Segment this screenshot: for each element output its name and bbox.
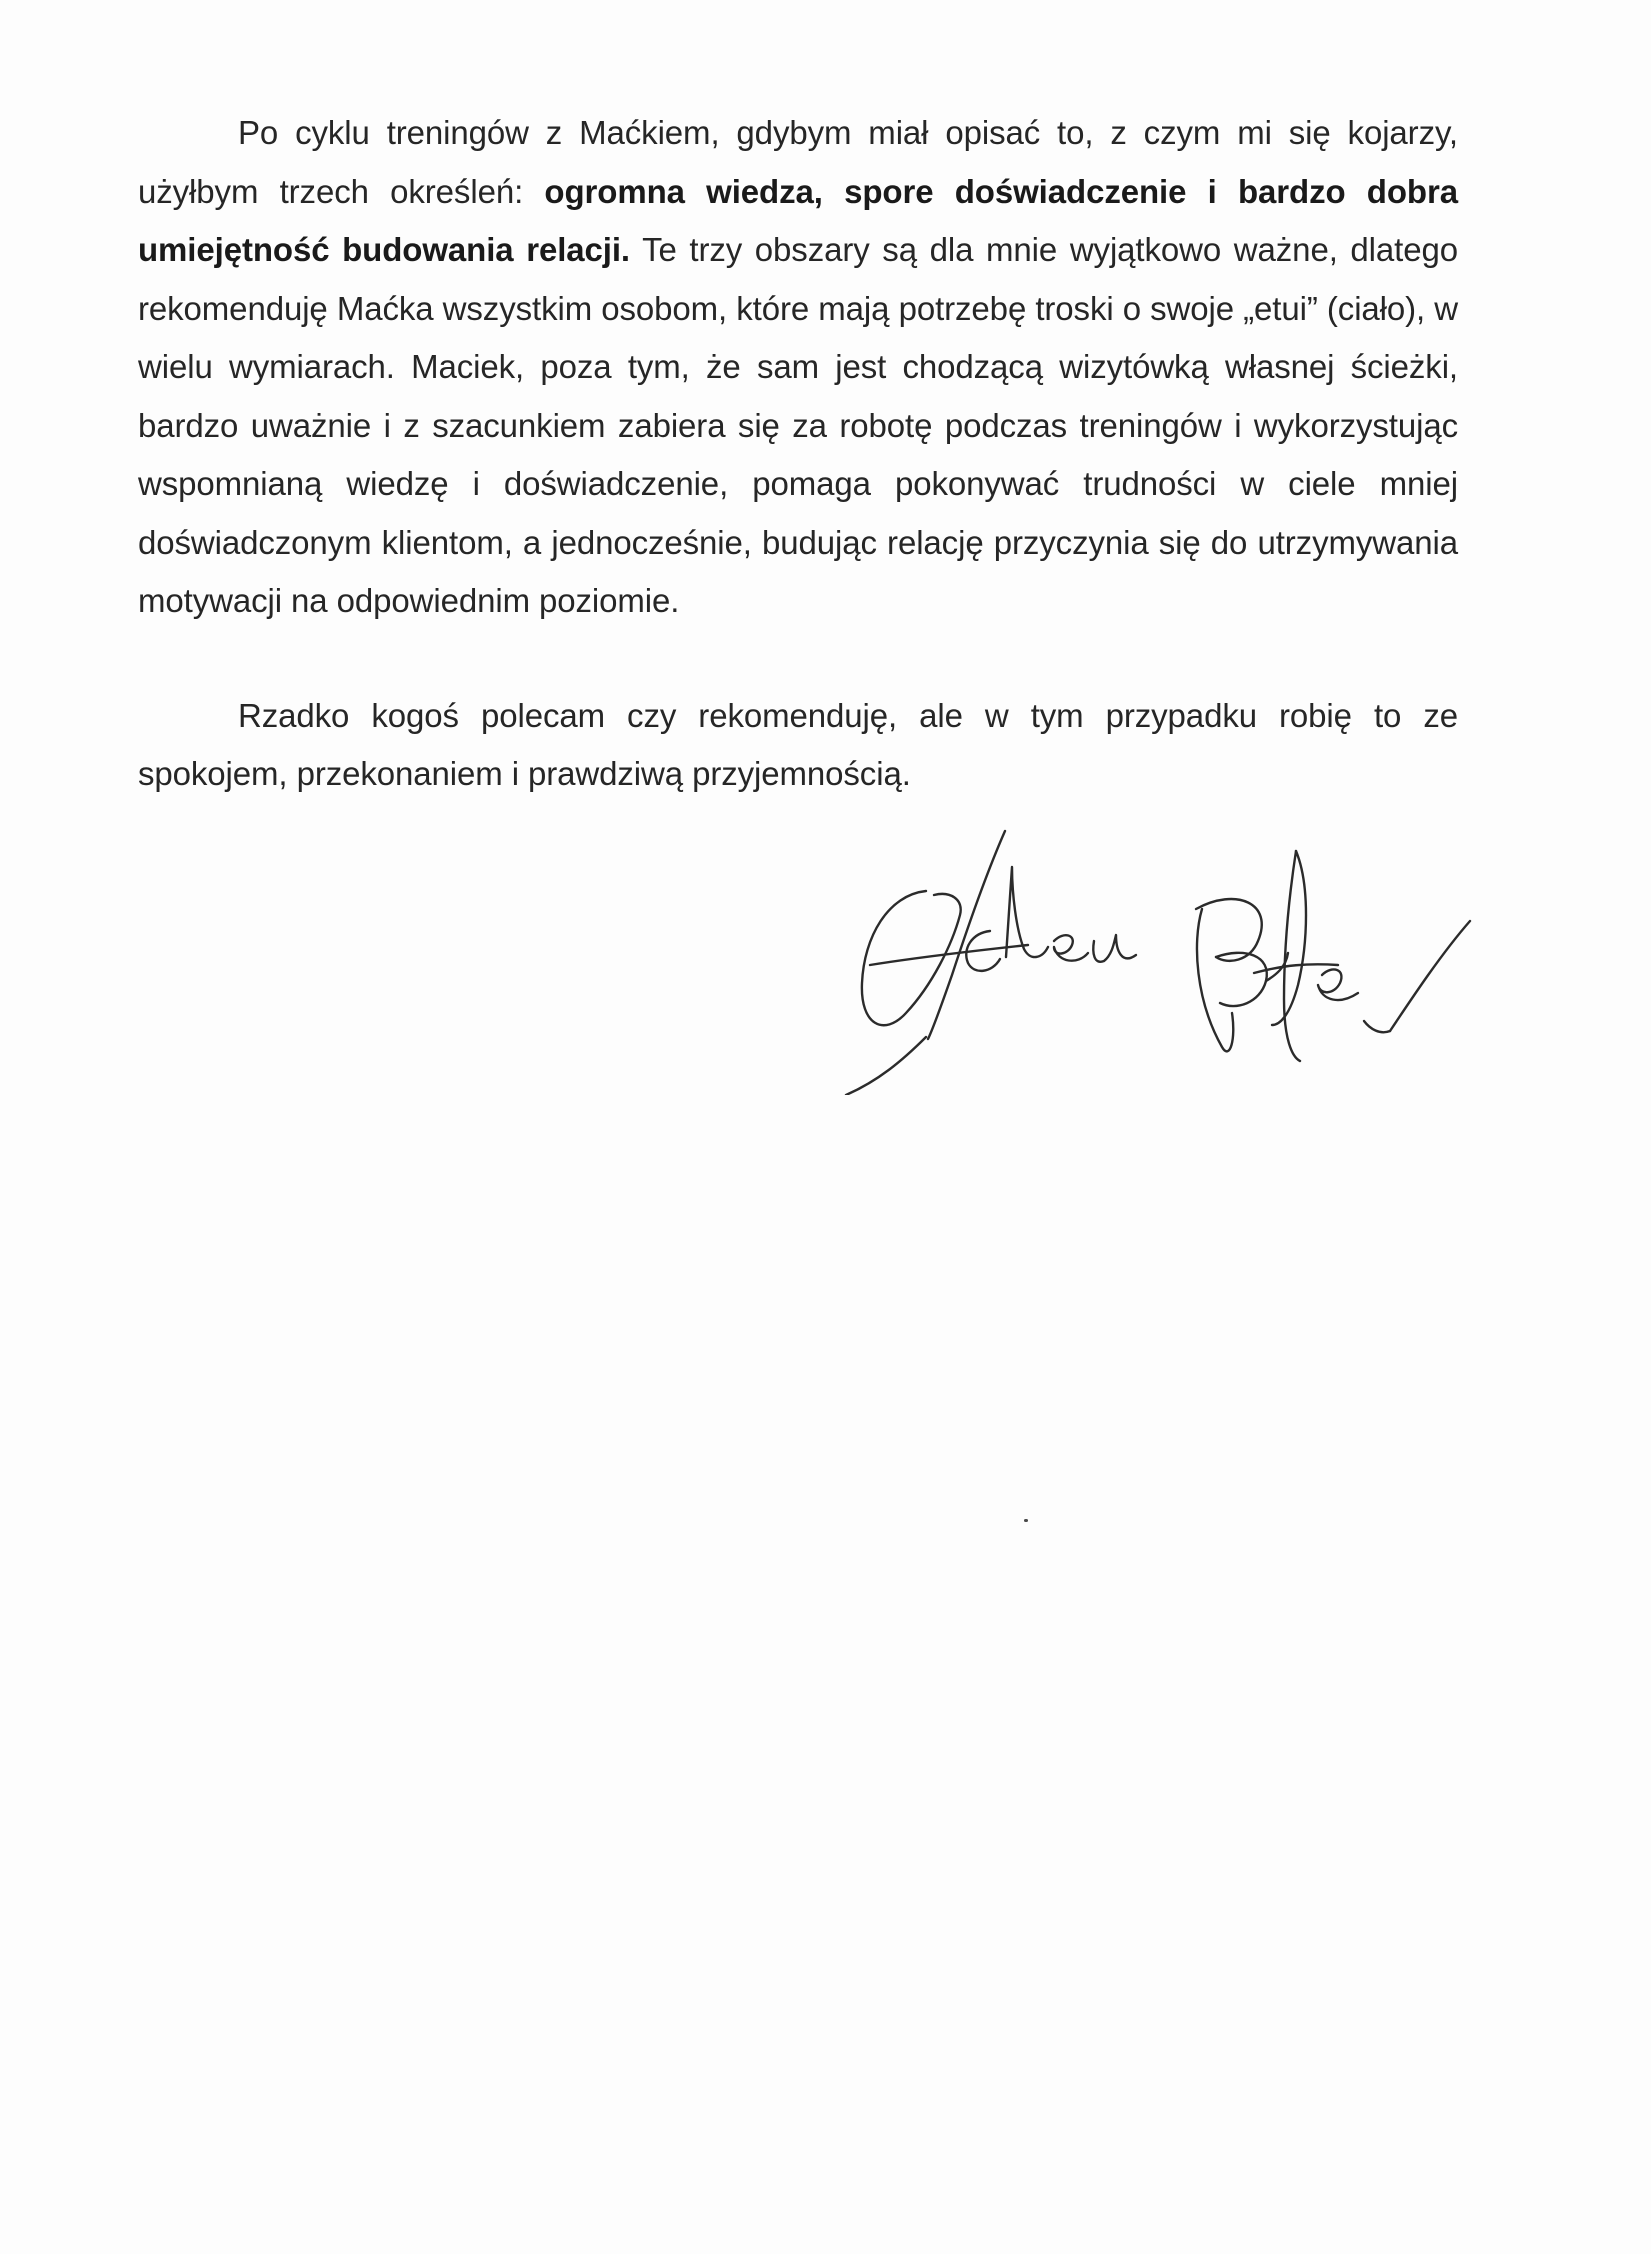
scan-speck: [1024, 1519, 1028, 1522]
paragraph-recommendation: [138, 104, 1458, 631]
paragraph-closing: Rzadko kogoś polecam czy rekomenduję, ale w tym przypadku robię to ze spokojem, przekonaniem i prawdziwą przyjemnością.: [138, 696, 1458, 792]
paragraph-1-rest: Te trzy obszary są dla mnie wyjątkowo ważne, dlatego rekomenduję Maćka wszystkim osobom, które mają potrzebę troski o swoje „etui” (ciało), w wielu wymiarach. Maciek, poza tym, że sam jest chodzącą wizytówką własnej ścieżki, bardzo uważnie i z szacunkiem zabiera się za robotę podczas treningów i wykorzystując wspomnianą wiedzę i doświadczenie, pomaga pokonywać trudności w ciele mniej doświadczonym klientom, a jednocześnie, budując relację przyczynia się do utrzymywania motywacji na odpowiednim poziomie.: [138, 231, 1458, 619]
paragraph-1-emphasis: ogromna wiedza, spore doświadczenie i bardzo dobra umiejętność budowania relacji.: [138, 172, 1458, 268]
signature-icon: [840, 825, 1480, 1095]
letter-body: [138, 104, 1458, 804]
paragraph-1-intro: Po cyklu treningów z Maćkiem, gdybym miał opisać to, z czym mi się kojarzy, użyłbym trzech określeń:: [138, 114, 1458, 210]
